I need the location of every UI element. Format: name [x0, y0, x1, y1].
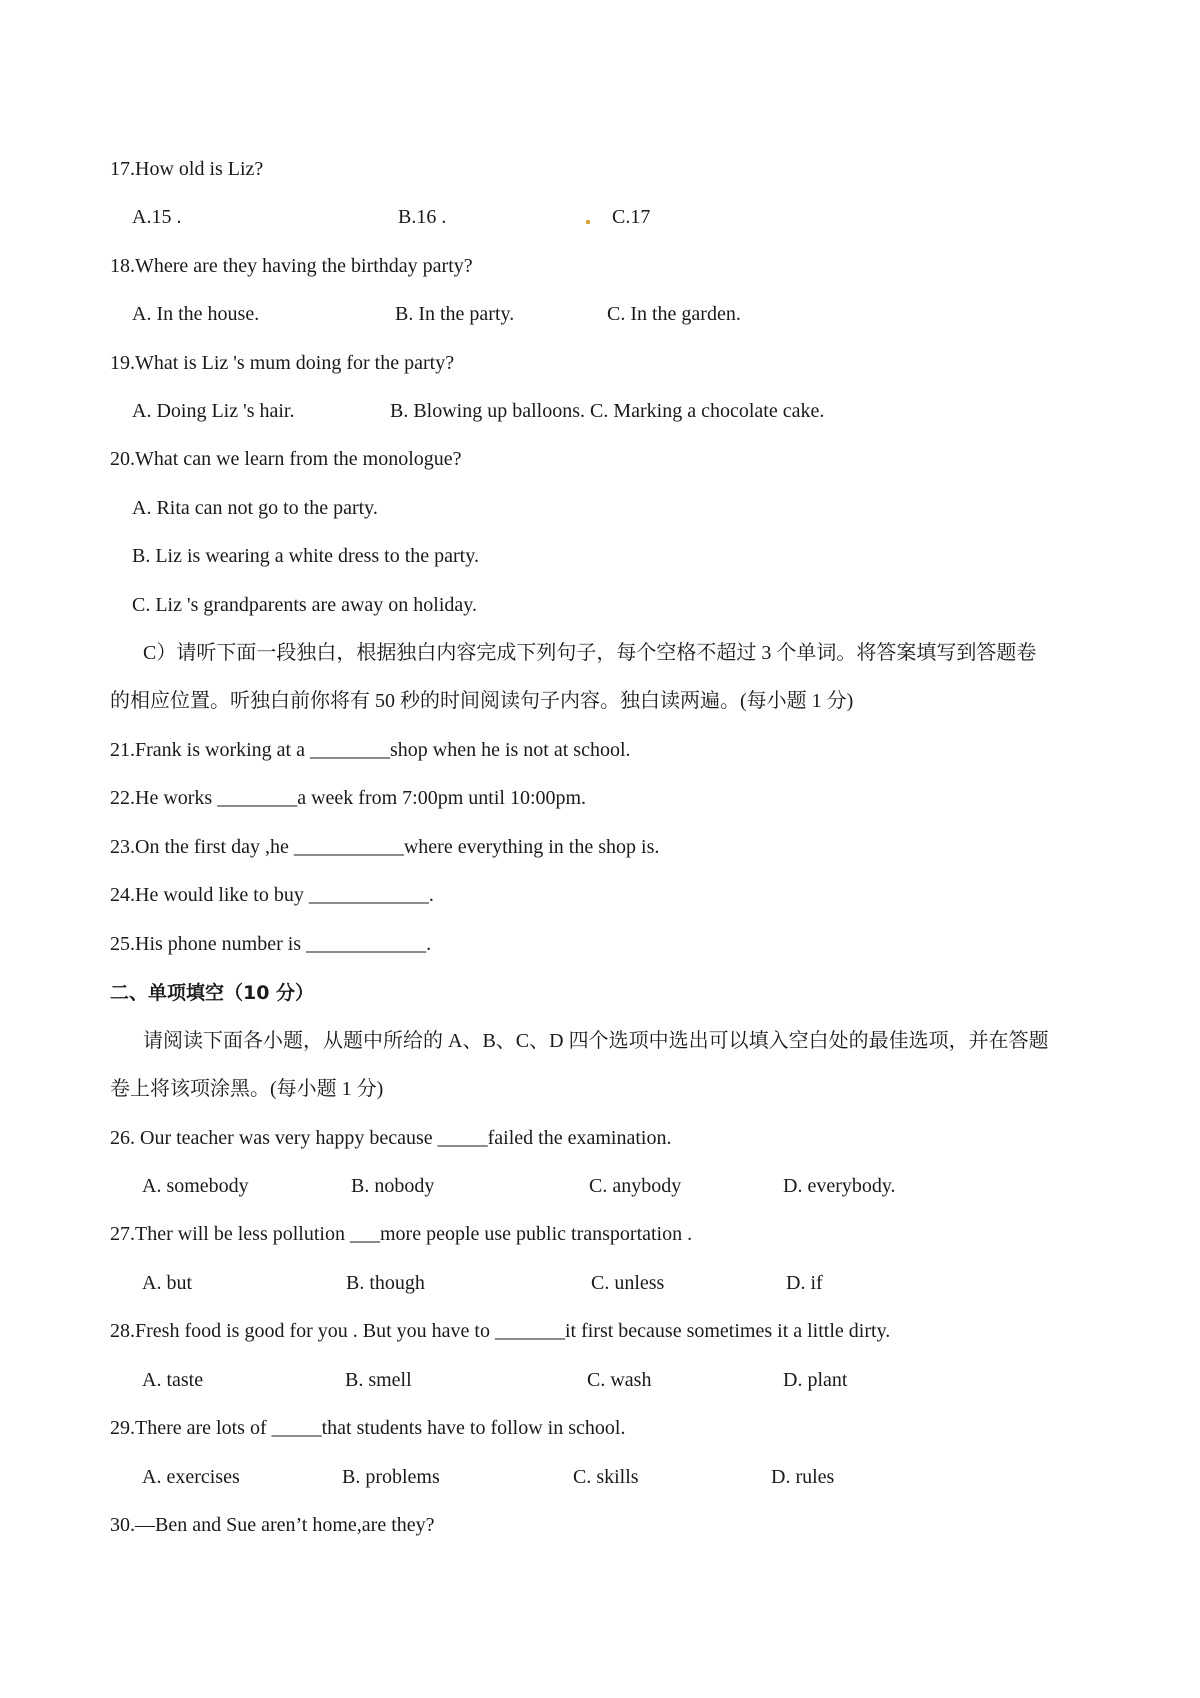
option-17a: A.15 . — [132, 206, 182, 228]
option-28b: B. smell — [345, 1369, 412, 1391]
question-22: 22.He works ________a week from 7:00pm until 10:00pm. — [110, 787, 587, 809]
question-19: 19.What is Liz 's mum doing for the party? — [110, 352, 455, 374]
section-2-instructions-2: 卷上将该项涂黑。(每小题 1 分) — [110, 1078, 384, 1100]
option-27d: D. if — [786, 1272, 823, 1294]
question-27: 27.Ther will be less pollution ___more people use public transportation . — [110, 1223, 693, 1245]
question-30: 30.—Ben and Sue aren’t home,are they? — [110, 1514, 435, 1536]
option-18b: B. In the party. — [395, 303, 515, 325]
section-2-instructions-1: 请阅读下面各小题，从题中所给的 A、B、C、D 四个选项中选出可以填入空白处的最佳选项，并在答题 — [143, 1030, 1049, 1052]
section-c-instructions-2: 的相应位置。听独白前你将有 50 秒的时间阅读句子内容。独白读两遍。(每小题 1 分) — [110, 690, 854, 712]
question-28: 28.Fresh food is good for you . But you have to _______it first because sometimes it a little dirty. — [110, 1320, 891, 1342]
question-24: 24.He would like to buy ____________. — [110, 884, 434, 906]
question-20: 20.What can we learn from the monologue? — [110, 448, 462, 470]
option-29d: D. rules — [771, 1466, 835, 1488]
option-18a: A. In the house. — [132, 303, 260, 325]
question-26: 26. Our teacher was very happy because _____failed the examination. — [110, 1127, 672, 1149]
question-18: 18.Where are they having the birthday party? — [110, 255, 473, 277]
option-17b: B.16 . — [398, 206, 447, 228]
question-25: 25.His phone number is ____________. — [110, 933, 432, 955]
option-29c: C. skills — [573, 1466, 639, 1488]
option-19a: A. Doing Liz 's hair. — [132, 400, 295, 422]
option-26c: C. anybody — [589, 1175, 682, 1197]
question-17: 17.How old is Liz? — [110, 158, 264, 180]
option-19bc: B. Blowing up balloons. C. Marking a chocolate cake. — [390, 400, 825, 422]
option-17c: C.17 — [612, 206, 651, 228]
option-20a: A. Rita can not go to the party. — [132, 497, 378, 519]
option-28c: C. wash — [587, 1369, 652, 1391]
question-21: 21.Frank is working at a ________shop when he is not at school. — [110, 739, 631, 761]
option-28d: D. plant — [783, 1369, 848, 1391]
option-20c: C. Liz 's grandparents are away on holiday. — [132, 594, 477, 616]
option-26a: A. somebody — [142, 1175, 249, 1197]
option-27b: B. though — [346, 1272, 425, 1294]
option-20b: B. Liz is wearing a white dress to the party. — [132, 545, 479, 567]
option-18c: C. In the garden. — [607, 303, 741, 325]
question-29: 29.There are lots of _____that students have to follow in school. — [110, 1417, 626, 1439]
option-27a: A. but — [142, 1272, 192, 1294]
option-29a: A. exercises — [142, 1466, 240, 1488]
option-26b: B. nobody — [351, 1175, 435, 1197]
option-26d: D. everybody. — [783, 1175, 896, 1197]
question-23: 23.On the first day ,he ___________where everything in the shop is. — [110, 836, 660, 858]
stray-mark — [586, 220, 590, 224]
option-29b: B. problems — [342, 1466, 440, 1488]
option-28a: A. taste — [142, 1369, 204, 1391]
section-c-instructions-1: C）请听下面一段独白，根据独白内容完成下列句子，每个空格不超过 3 个单词。将答案填写到答题卷 — [143, 642, 1037, 664]
option-27c: C. unless — [591, 1272, 665, 1294]
section-heading: 二、单项填空（10 分） — [110, 982, 315, 1004]
